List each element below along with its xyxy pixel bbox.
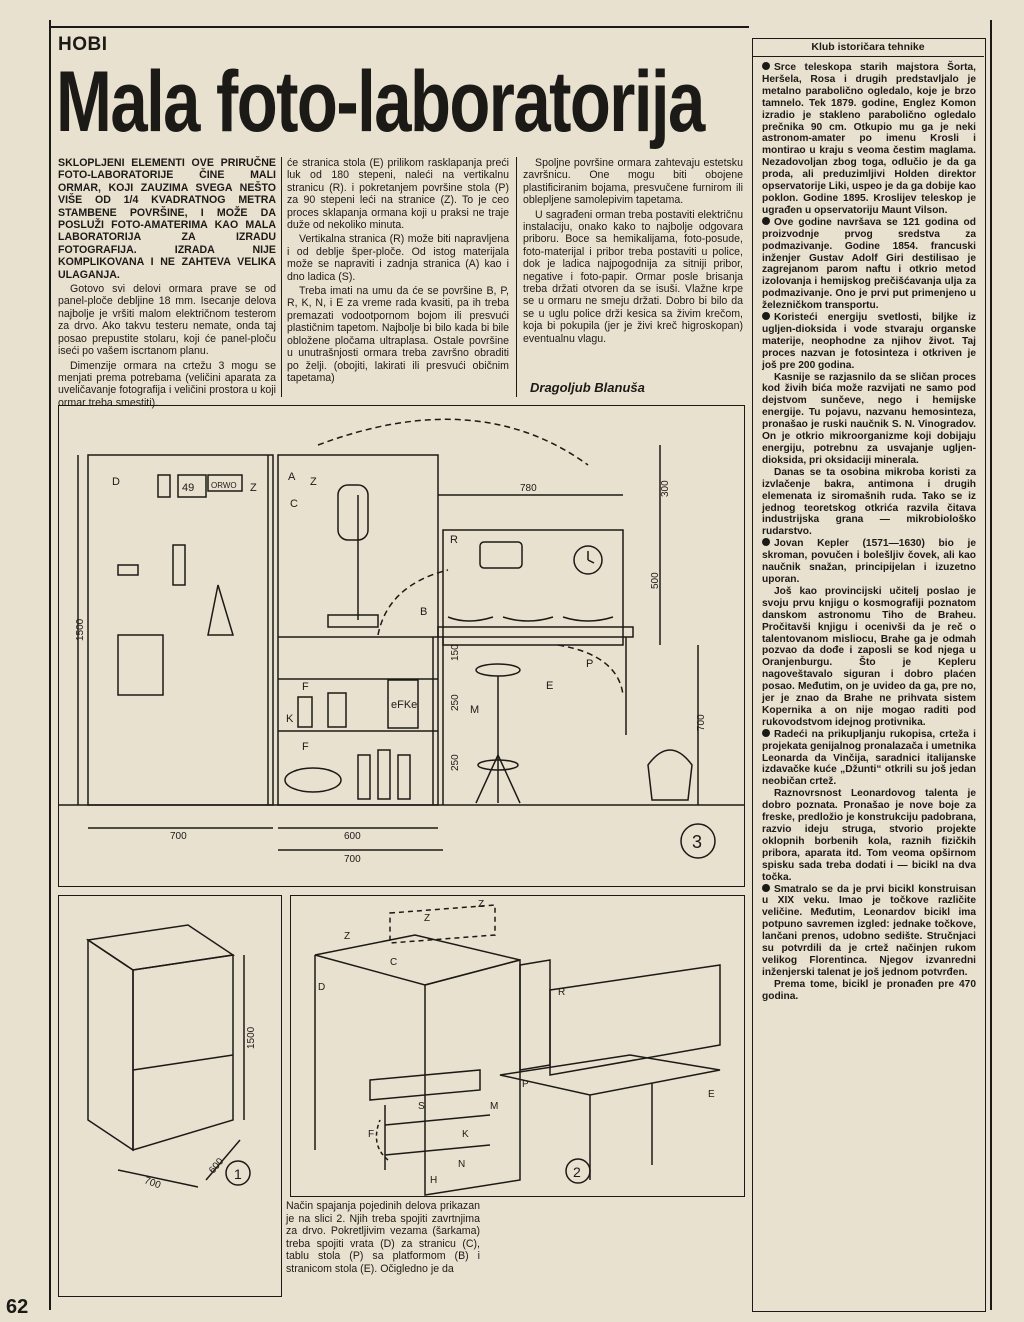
sidebar-paragraph	[762, 467, 976, 538]
sidebar-paragraph-text: Jovan Kepler (1571—1630) bio je skroman, povučen i bolešljiv čovek, ali kao naučnik snažan, principijelan i izuzetno uporan.	[762, 538, 976, 585]
section-label: HOBI	[58, 34, 108, 55]
figure-2-letter: Z	[478, 899, 485, 910]
sidebar-paragraph	[762, 372, 976, 467]
figure-3-dim: 780	[520, 483, 537, 494]
article-title: Mala foto-laboratorija	[56, 54, 704, 150]
article-paragraph: Spoljne površine ormara zahtevaju estetsku završnicu. One mogu biti obojene plastificiranim bojama, presvučene furnirom ili oblepljene samolepivim tapetama.	[523, 157, 743, 207]
figure-2-letter: S	[418, 1101, 425, 1112]
sidebar-paragraph	[762, 979, 976, 1003]
figure-3-letter: B	[420, 606, 428, 618]
sidebar-paragraph	[762, 538, 976, 586]
sidebar-paragraph-text: Ove godine navršava se 121 godina od proizvodnje prvog sredstva za podmazivanje. Godine 1854. francuski inženjer Gustav Adolf Giri destilisao je zagrejanom parom naftu i otkrio metod izolovanja i hemijskog prečišćavanja ulja za podmazivanje. Ono je prvi put primenjeno u železničkom transportu.	[762, 216, 976, 312]
column-divider	[516, 157, 517, 397]
figure-2-letter: H	[430, 1175, 438, 1186]
article-column-3	[523, 157, 743, 347]
figure-1-dim: 700	[142, 1175, 163, 1192]
figure-2-letter: E	[708, 1089, 715, 1100]
sidebar-paragraph-text: Radeći na prikupljanju rukopisa, crteža i projekata genijalnog pronalazača i umetnika Leonarda da Vinčija, saradnici italijanske izdavačke kuće „Džunti“ otkrili su još jedan neobičan crtež.	[762, 728, 976, 788]
figure-1-dim: 600	[207, 1156, 227, 1177]
sidebar-paragraph-text: Koristeći energiju svetlosti, biljke iz ugljen-dioksida i vode stvaraju organske materije, neophodne za njihov život. Taj proces nazvan je fotosinteza i otkriven je još pre 200 godina.	[762, 312, 976, 371]
article-paragraph: Treba imati na umu da će se površine B, P, R, K, N, i E za vreme rada kvasiti, pa ih treba premazati vodootpornom bojom ili presvući plastičnim tapetom. Najbolje bi bilo kada bi bile obložene pločama ultraplasa. Ostale površine u unutrašnjosti ormara treba završno obraditi po želji. (obojiti, lakirati ili presvući običnim tapetama)	[287, 285, 509, 384]
figure-2-drawing	[290, 895, 744, 1196]
bullet-icon	[762, 62, 770, 70]
figure-3-box-label: 49	[182, 482, 195, 494]
sidebar-paragraph-text: Srce teleskopa starih majstora Šorta, Heršela, Rosa i drugih predstavljalo je metalno parabolično ogledalo, koje je brzo tamnelo. Tek 1879. godine, Englez Komon izradio je stakleno parabolično ogledalo prečnika 90 cm. Otkupio mu ga je neki astronom-amater po imenu Krosli i montirao u kraju s veoma čestim maglama. Nezadovoljan zbog toga, odlučio je da ga proda, ali preduzimljivi Holden direktor opservatorije Liki, uspeo je da ga dobije kao poklon. Godine 1895. Kroslijev teleskop je ugrađen u opservatoriju Maunt Vilson.	[762, 62, 976, 216]
article-column-2	[287, 157, 509, 386]
sidebar-paragraph-text: Još kao provincijski učitelj poslao je svoju prvu knjigu o kosmografiji poznatom danskom astronomu Tiho de Braheu. Pročitavši knjigu i ocenivši da je reč o talentovanom misliocu, Brahe ga je odmah pozvao da dođe i zaposli se kod njega u Oranjenburgu. Što je Kepleru nagoveštavalo siguran i dobro plaćen posao. Međutim, on je uvideo da ga, pre no, jer je znao da Brahe ne prihvata sistem Kopernika a on nije mogao raditi pod rukovodstvom idejnog protivnika.	[762, 585, 976, 728]
sidebar-paragraph	[762, 312, 976, 372]
figure-3-dim: 500	[650, 572, 661, 589]
figure-3-dim: 700	[344, 854, 361, 865]
sidebar-paragraph-text: Smatralo se da je prvi bicikl konstruisan u XIX veku. Imao je točkove različite veličine. Međutim, Leonardov bicikl ima potpuno savremen izgled: jednake točkove, lančani prenos, udobno sedište. Stručnjaci su potvrdili da je crtež načinjen rukom velikog Florentinca. Njegov izvanredni inženjerski talenat je još jednom potvrđen.	[762, 883, 976, 978]
bullet-icon	[762, 217, 770, 225]
bullet-icon	[762, 884, 770, 892]
bullet-icon	[762, 312, 770, 320]
header-top-rule	[49, 26, 749, 28]
figure-3-letter: F	[302, 681, 309, 693]
bullet-icon	[762, 729, 770, 737]
sidebar-paragraph	[762, 62, 976, 217]
figure-3-letter: Z	[250, 482, 257, 494]
article-paragraph: Dimenzije ormara na crtežu 3 mogu se menjati prema potrebama (veličini aparata za uveličavanje fotografija i veličini prostora u koji ormar treba smestiti).	[58, 359, 276, 409]
figure-3-letter: M	[470, 704, 480, 716]
figure-1-drawing	[58, 895, 281, 1296]
page-left-rule	[49, 20, 51, 1310]
article-author: Dragoljub Blanuša	[530, 380, 645, 395]
figure-3-dim: 600	[344, 831, 361, 842]
figure-2-letter: Z	[424, 913, 431, 924]
figure-3-drawing	[58, 405, 744, 886]
sidebar-heading: Klub istoričara tehnike	[752, 38, 984, 57]
figure-3-letter: D	[112, 476, 120, 488]
figure-2-letter: N	[458, 1159, 466, 1170]
sidebar-paragraph	[762, 586, 976, 729]
sidebar-paragraph-text: Raznovrsnost Leonardovog talenta je dobro poznata. Pronašao je nove boje za freske, predložio je konstrukciju padobrana, razvio ideju struga, stvorio projekte oklopnih borbenih kola, raznih fizičkih pribora, aparata itd. Tom veoma opširnom spisku sada treba dodati i — bicikl na dva točka.	[762, 788, 976, 883]
sidebar-paragraph-text: Danas se ta osobina mikroba koristi za izvlačenje bakra, antimona i drugih elemenata iz siromašnih ruda. Tako se iz jednog teoretskog otkrića razvila čitava industrijska grana — mikrobiološko rudarstvo.	[762, 466, 976, 538]
figure-3-number: 3	[692, 832, 703, 852]
figure-3-dim: 300	[660, 480, 671, 497]
figure-1-number: 1	[234, 1166, 242, 1182]
figure-3-letter: E	[546, 680, 554, 692]
figure-3-letter: P	[586, 658, 594, 670]
figure-2-letter: K	[462, 1129, 469, 1140]
figure-3-dim: 700	[696, 714, 707, 731]
sidebar-paragraph-text: Prema tome, bicikl je pronađen pre 470 godina.	[762, 978, 976, 1002]
sidebar-paragraph	[762, 788, 976, 883]
sidebar-paragraph	[762, 884, 976, 979]
figure-3-dim: 150	[450, 644, 461, 661]
figure-3-box-label: ORWO	[211, 481, 237, 490]
figure-3-dim: 250	[450, 754, 461, 771]
figure-3-box-label: eFKe	[391, 699, 418, 711]
article-paragraph: će stranica stola (E) prilikom rasklapanja preći luk od 180 stepeni, naleći na vertikalnu stranicu (R). i pokretanjem površine stola (P) za 90 stepeni leći na stranice (Z). To je ceo proces sklapanja ormana koji u praksi ne traje duže od nekoliko minuta.	[287, 157, 509, 232]
sidebar-paragraph	[762, 217, 976, 312]
figure-2-letter: Z	[344, 931, 351, 942]
figure-3-dim: 1500	[75, 618, 86, 641]
figure-3-letter: Z	[310, 476, 317, 488]
article-lead: SKLOPLJENI ELEMENTI OVE PRIRUČNE FOTO-LABORATORIJE ČINE MALI ORMAR, KOJI ZAUZIMA SVEGA NEŠTO VIŠE OD 1/4 KVADRATNOG METRA STAMBENE POVRŠINE, I MOŽE DA POSLUŽI FOTO-AMATERIMA KAO MALA LABORATORIJA ZA IZRADU FOTOGRAFIJA. IZRADA NIJE KOMPLIKOVANA I NE ZAHTEVA VELIKA ULAGANJA.	[58, 157, 276, 281]
figure-2-letter: C	[390, 957, 398, 968]
bullet-icon	[762, 538, 770, 546]
article-paragraph: Vertikalna stranica (R) može biti napravljena i od deblje šper-ploče. Od istog materijala može se napraviti i zadnja stranica (A) kao i dno ladica (S).	[287, 233, 509, 283]
article-paragraph: Gotovo svi delovi ormara prave se od panel-ploče debljine 18 mm. Isecanje delova najbolje je vršiti malom električnom testerom za drvo. Ako takvu testeru nemate, onda taj posao prepustite stolaru, koji će panel-ploču iseći po vašem iscrtanom planu.	[58, 283, 276, 358]
figure-2-letter: F	[368, 1129, 375, 1140]
figure-3-letter: R	[450, 534, 458, 546]
figure-1-dim: 1500	[246, 1026, 257, 1049]
figure-3-letter: K	[286, 713, 294, 725]
figure-2-letter: P	[522, 1079, 529, 1090]
sidebar-content	[762, 62, 976, 1003]
sidebar-paragraph-text: Kasnije se razjasnilo da se sličan proces kod živih bića može razvijati ne samo pod dejstvom sunčeve, nego i hemijske energije. Tu pojavu, nazvanu hemosintezа, pronašao je ruski naučnik S. N. Vinogradov. On je otkrio mikroorganizme koji dobijaju energiju, potrebnu za usvajanje ugljen-dioksida, pri oksidaciji minerala.	[762, 371, 976, 466]
figure-3-letter: F	[302, 741, 309, 753]
figure-3-letter: C	[290, 498, 298, 510]
page-number: 62	[6, 1296, 29, 1318]
article-paragraph: U sagrađeni orman treba postaviti električnu instalaciju, onako kako to najbolje odgovara priboru. Boce sa hemikalijama, foto-posude, foto-materijal i pribor treba postaviti u police, dok je ladica najpogodnija za sitniji pribor, negative i foto-papir. Ormar posle brisanja treba držati otvoren da se isuši. Vlažne krpe se u ormaru ne smeju držati. Dobro bi bilo da se u uglu police drži kesica sa živim krečom, koja bi pokupila (jer je živi kreč higroskopan) eventualnu vlagu.	[523, 208, 743, 345]
sidebar-paragraph	[762, 729, 976, 789]
figure-3-dim: 700	[170, 831, 187, 842]
article-column-1	[58, 157, 276, 411]
figure-2-letter: M	[490, 1101, 499, 1112]
figure-2-letter: D	[318, 982, 326, 993]
figure-2-letter: R	[558, 987, 566, 998]
figure-3-letter: A	[288, 471, 296, 483]
column-divider	[281, 157, 282, 397]
figure-2-number: 2	[573, 1164, 581, 1180]
figure-caption: Način spajanja pojedinih delova prikazan je na slici 2. Njih treba spojiti zavrtnjima za drvo. Pokretljivim vezama (šarkama) treba spojiti vrata (D) za stranicu (C), tablu stola (P) sa platformom (B) i stranicom stola (E). Očigledno je da	[286, 1200, 480, 1275]
figure-3-dim: 250	[450, 694, 461, 711]
page-right-rule	[990, 20, 992, 1310]
